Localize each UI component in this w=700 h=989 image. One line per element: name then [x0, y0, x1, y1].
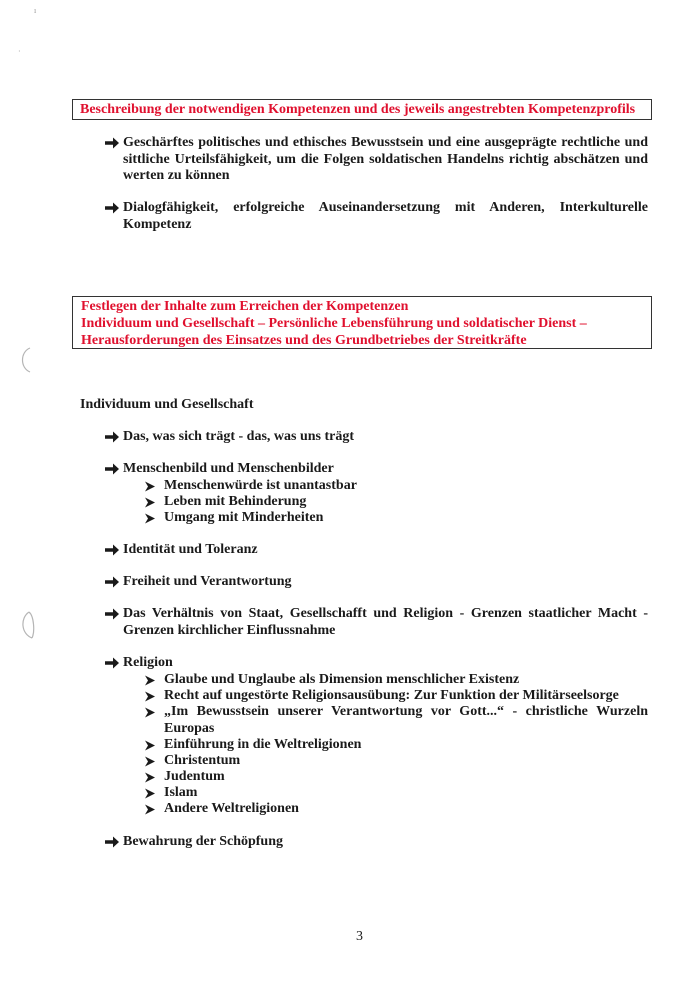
arrow-right-icon: [104, 834, 120, 850]
triangle-bullet-icon: [144, 788, 156, 799]
sub-item-text: Einführung in die Weltreligionen: [164, 737, 362, 752]
content-definition-box: [72, 296, 652, 349]
content-box-line: Festlegen der Inhalte zum Erreichen der Kompetenzen: [81, 299, 409, 314]
arrow-item-text: Bewahrung der Schöpfung: [123, 834, 284, 849]
scan-speck: ı: [34, 6, 37, 15]
sub-bullet-item: [144, 478, 648, 495]
arrow-item-text: Das Verhältnis von Staat, Gesellschafft und Religion - Grenzen staatlicher Macht - Grenzen kirchlicher Einflussnahme: [123, 606, 648, 638]
arrow-bullet-item: [104, 461, 648, 478]
sub-item-text: Islam: [164, 785, 198, 800]
sub-item-text: Glaube und Unglaube als Dimension menschlicher Existenz: [164, 672, 520, 687]
sub-bullet-item: [144, 769, 648, 786]
triangle-bullet-icon: [144, 804, 156, 815]
sub-item-text: „Im Bewusstsein unserer Verantwortung vor Gott...“ - christliche Wurzeln Europas: [164, 704, 648, 736]
arrow-item-text: Religion: [123, 655, 173, 670]
competence-profile-title: Beschreibung der notwendigen Kompetenzen und des jeweils angestrebten Kompetenzprofils: [80, 102, 636, 117]
content-box-line: Herausforderungen des Einsatzes und des Grundbetriebes der Streitkräfte: [81, 333, 527, 348]
arrow-bullet-item: [104, 655, 648, 672]
triangle-bullet-icon: [144, 675, 156, 686]
arrow-bullet-item: [104, 834, 648, 851]
triangle-bullet-icon: [144, 756, 156, 767]
binder-hole-mark: [18, 346, 32, 374]
page-number: 3: [356, 929, 363, 944]
sub-item-text: Christentum: [164, 753, 241, 768]
arrow-item-text: Das, was sich trägt - das, was uns trägt: [123, 429, 355, 444]
section-heading: Individuum und Gesellschaft: [80, 397, 254, 412]
triangle-bullet-icon: [144, 691, 156, 702]
sub-item-text: Menschenwürde ist unantastbar: [164, 478, 357, 493]
sub-bullet-item: [144, 785, 648, 802]
sub-bullet-item: [144, 704, 648, 737]
content-box-line: Individuum und Gesellschaft – Persönliche Lebensführung und soldatischer Dienst –: [81, 316, 587, 331]
arrow-bullet-item: [104, 135, 648, 185]
sub-bullet-item: [144, 672, 648, 689]
arrow-right-icon: [104, 542, 120, 558]
arrow-right-icon: [104, 461, 120, 477]
sub-item-text: Recht auf ungestörte Religionsausübung: Zur Funktion der Militärseelsorge: [164, 688, 619, 703]
sub-bullet-item: [144, 737, 648, 754]
arrow-item-text: Geschärftes politisches und ethisches Bewusstsein und eine ausgeprägte rechtliche und sittliche Urteilsfähigkeit, um die Folgen soldatischen Handelns richtig abschätzen und werten zu können: [123, 135, 648, 183]
arrow-item-text: Dialogfähigkeit, erfolgreiche Auseinandersetzung mit Anderen, Interkulturelle Kompetenz: [123, 200, 648, 232]
arrow-bullet-item: [104, 606, 648, 639]
triangle-bullet-icon: [144, 740, 156, 751]
triangle-bullet-icon: [144, 497, 156, 508]
triangle-bullet-icon: [144, 481, 156, 492]
triangle-bullet-icon: [144, 513, 156, 524]
sub-bullet-item: [144, 494, 648, 511]
sub-bullet-item: [144, 688, 648, 705]
arrow-bullet-item: [104, 429, 648, 446]
arrow-bullet-item: [104, 200, 648, 233]
sub-item-text: Judentum: [164, 769, 225, 784]
sub-item-text: Andere Weltreligionen: [164, 801, 299, 816]
arrow-right-icon: [104, 574, 120, 590]
arrow-right-icon: [104, 606, 120, 622]
arrow-right-icon: [104, 200, 120, 216]
sub-bullet-item: [144, 510, 648, 527]
scan-speck: ·: [18, 47, 21, 56]
sub-item-text: Leben mit Behinderung: [164, 494, 307, 509]
triangle-bullet-icon: [144, 707, 156, 718]
triangle-bullet-icon: [144, 772, 156, 783]
arrow-item-text: Menschenbild und Menschenbilder: [123, 461, 334, 476]
arrow-bullet-item: [104, 574, 648, 591]
sub-bullet-item: [144, 753, 648, 770]
arrow-right-icon: [104, 655, 120, 671]
arrow-bullet-item: [104, 542, 648, 559]
arrow-right-icon: [104, 429, 120, 445]
arrow-item-text: Identität und Toleranz: [123, 542, 258, 557]
arrow-item-text: Freiheit und Verantwortung: [123, 574, 292, 589]
binder-hole-mark: [20, 610, 36, 640]
sub-bullet-item: [144, 801, 648, 818]
sub-item-text: Umgang mit Minderheiten: [164, 510, 324, 525]
competence-profile-box: [72, 99, 652, 120]
arrow-right-icon: [104, 135, 120, 151]
